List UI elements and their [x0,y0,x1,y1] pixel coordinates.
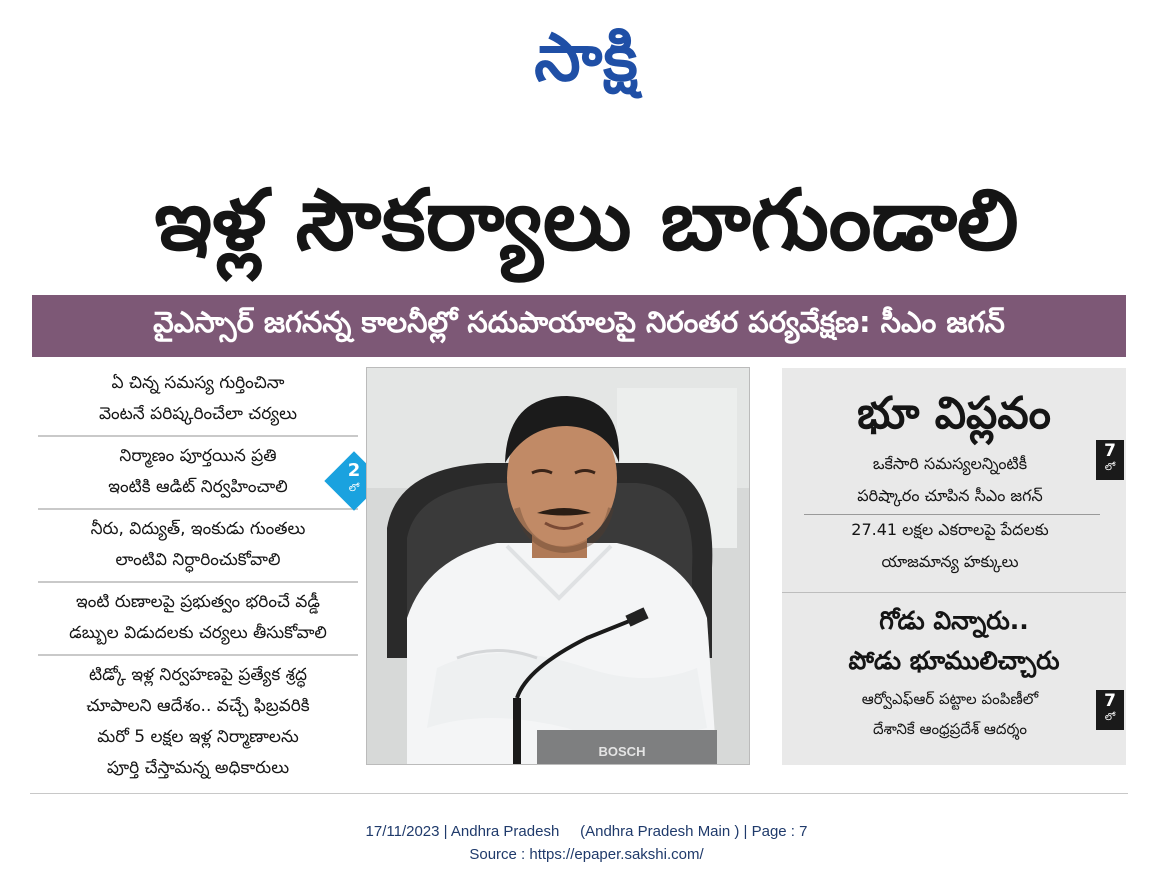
bullet-item [38,656,358,789]
section-divider [782,592,1126,593]
page-ref-number: 7 [1104,691,1116,711]
story1-line: యాజమాన్య హక్కులు [881,552,1019,571]
bullet-line: పూర్తి చేస్తామన్న అధికారులు [106,758,290,778]
cm-photo [366,367,750,765]
bullet-line: ఇంటికి ఆడిట్ నిర్వహించాలి [108,477,288,497]
bullet-item [38,510,358,583]
story2-page-ref[interactable] [1096,690,1124,730]
bullet-line: నిర్మాణం పూర్తయిన ప్రతి [119,446,277,466]
bullet-line: చూపాలని ఆదేశం.. వచ్చే ఫిబ్రవరికి [86,696,310,716]
story1-page-ref[interactable] [1096,440,1124,480]
page-ref-number: 2 [347,460,361,481]
footer-divider [30,793,1128,794]
story1-line: పరిష్కారం చూపిన సీఎం జగన్ [857,486,1043,505]
page-ref-number: 7 [1104,441,1116,461]
bullet-item [38,583,358,656]
bullet-line: ఇంటి రుణాలపై ప్రభుత్వం భరించే వడ్డీ [76,592,320,612]
story2-title: గోడు విన్నారు.. [879,606,1029,635]
story2-line: ఆర్వోఎఫ్ఆర్ పట్టాల పంపిణీలో [861,690,1039,708]
bullet-line: వెంటనే పరిష్కరించేలా చర్యలు [98,404,298,424]
story2-line: దేశానికే ఆంధ్రప్రదేశ్ ఆదర్శం [873,720,1027,738]
bullet-line: టిడ్కో ఇళ్ల నిర్వహణపై ప్రత్యేక శ్రద్ధ [89,665,307,685]
bullet-item [38,437,358,510]
mic-brand: BOSCH [598,744,646,759]
footer-source[interactable]: Source : https://epaper.sakshi.com/ [469,846,704,863]
page-ref-suffix: లో [348,483,360,494]
story1-title: భూ విప్లవం [857,388,1051,439]
divider [804,514,1100,515]
sakshi-logo: సాక్షి [534,19,639,96]
story1-line: 27.41 లక్షల ఎకరాలపై పేదలకు [851,520,1049,539]
page-ref-suffix: లో [1104,462,1116,473]
story1-line: ఒకేసారి సమస్యలన్నింటికీ [872,454,1028,473]
photo-illustration [367,368,750,765]
bullet-item [38,364,358,437]
bullet-line: లాంటివి నిర్ధారించుకోవాలి [115,550,281,570]
page-ref-suffix: లో [1104,712,1116,723]
right-panel [782,368,1126,765]
bullet-list [38,364,358,776]
headline: ఇళ్ల సౌకర్యాలు బాగుండాలి [154,171,1019,269]
subheadline-band [32,295,1126,357]
story2-title: పోడు భూములిచ్చారు [848,646,1060,675]
subheadline: వైఎస్సార్ జగనన్న కాలనీల్లో సదుపాయాలపై నిరంతర పర్యవేక్షణ: సీఎం జగన్ [153,305,1005,339]
bullet-line: మరో 5 లక్షల ఇళ్ల నిర్మాణాలను [97,727,299,747]
footer-dateline: 17/11/2023 | Andhra Pradesh (Andhra Pradesh Main ) | Page : 7 [365,823,808,840]
bullet-line: నీరు, విద్యుత్, ఇంకుడు గుంతలు [90,519,306,539]
bullet-line: ఏ చిన్న సమస్య గుర్తించినా [111,373,285,393]
bullet-line: డబ్బుల విడుదలకు చర్యలు తీసుకోవాలి [69,623,327,643]
